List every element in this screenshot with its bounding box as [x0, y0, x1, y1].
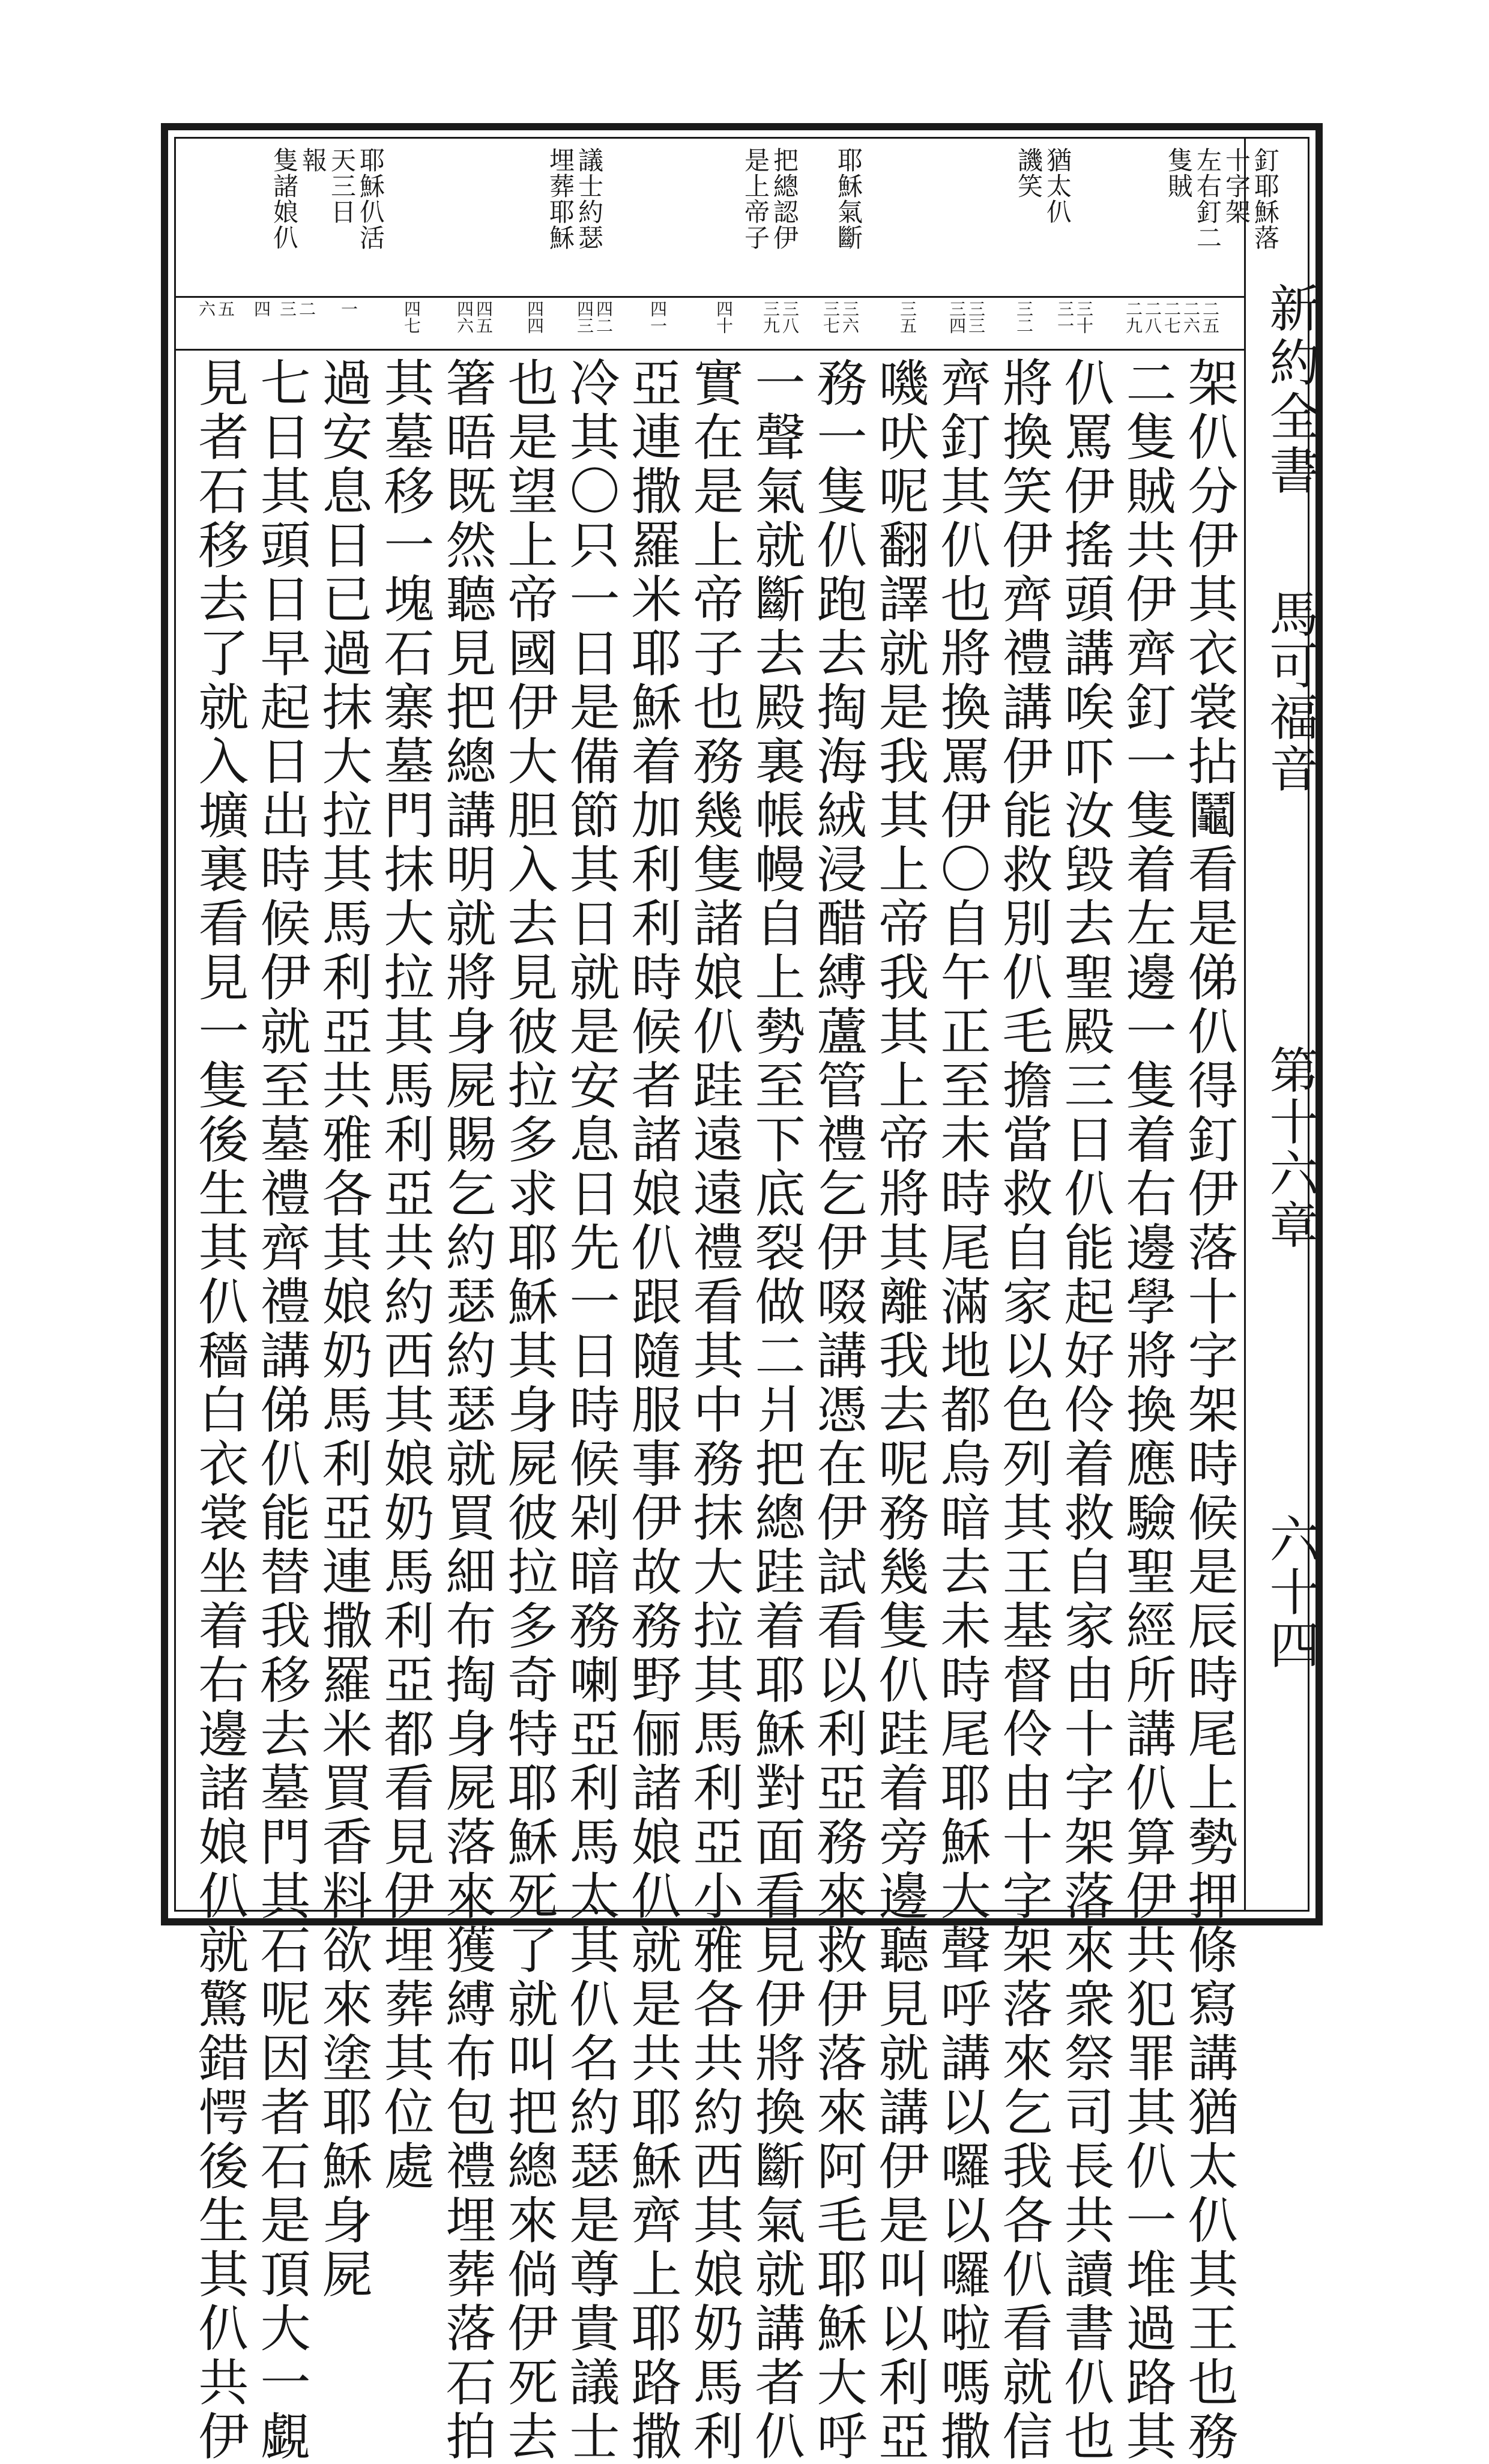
verse-number: 四三 [575, 300, 594, 334]
headnote-mocking [1015, 147, 1071, 225]
verse-number: 三二 [1014, 300, 1034, 334]
verse-number: 四十 [714, 300, 734, 334]
headnote-centurion [741, 147, 798, 250]
verse-number: 六 [196, 300, 216, 317]
text-column: 見者石移去了就入壙裏看見一隻後生其仈穡白衣裳坐着右邊諸娘仈就驚錯愕後生其仈共伊 [190, 357, 249, 2464]
verse-number: 五 [216, 300, 235, 317]
gospel-title: 馬可福音 [1261, 588, 1318, 795]
headnote-line: 十字架 [1222, 147, 1251, 225]
text-column: 七日其頭日早起日出時候伊就至墓禮齊禮講俤仈能替我移去墓門其石呢因者石是頂大一覷 [252, 357, 311, 2464]
verse-number: 三八 [780, 300, 800, 334]
verse-number: 三一 [1055, 300, 1075, 334]
text-column: 務一隻仈跑去掏海絨浸醋縛蘆管禮乞伊啜講憑在伊試看以利亞務來救伊落來阿毛耶穌大呼 [809, 357, 868, 2464]
headnote-line: 天三日 [327, 147, 357, 225]
text-column: 也是望上帝國伊大胆入去見彼拉多求耶穌其身屍彼拉多奇特耶穌死了就叫把總來倘伊死去 [500, 357, 558, 2464]
headnote-burial [546, 147, 603, 250]
verse-number: 三十 [1074, 300, 1094, 334]
verse-number: 三七 [821, 300, 841, 334]
verse-number: 四五 [474, 300, 494, 334]
book-title: 新約全書 [1261, 282, 1320, 498]
verse-number: 二七 [1162, 300, 1182, 334]
headnote-line: 隻諸娘仈 [270, 147, 299, 250]
verse-number: 四二 [594, 300, 614, 334]
chapter-label: 第十六章 [1261, 1045, 1318, 1251]
text-column: 其墓移一塊石寨墓門抹大拉其馬利亞共約西其娘奶馬利亞都看見伊埋葬其位處 [376, 357, 435, 2194]
verse-number: 四 [252, 300, 271, 317]
text-column: 將換笑伊齊禮講伊能救別仈毛擔當救自家以色列其王基督伶由十字架落來乞我各仈看就信 [994, 357, 1053, 2464]
verse-number: 二五 [1200, 300, 1220, 334]
verse-number: 三五 [898, 300, 917, 334]
headnote-line: 議士約瑟 [575, 147, 604, 250]
verse-number: 三九 [761, 300, 781, 334]
text-column: 箸晤既然聽見把總講明就將身屍賜乞約瑟約瑟就買細布掏身屍落來獲縛布包禮埋葬落石拍 [438, 357, 497, 2464]
text-column: 仈罵伊搖頭講唉吓汝毀去聖殿三日仈能起好伶着救自家由十字架落來衆祭司長共讀書仈也 [1056, 357, 1115, 2464]
text-column: 架仈分伊其衣裳拈鬮看是俤仈得釘伊落十字架時候是辰時尾上勢押條寫講猶太仈其王也務 [1180, 357, 1239, 2464]
verse-number: 三六 [840, 300, 860, 334]
headnote-crucifixion [1165, 147, 1279, 250]
scripture-text [180, 357, 1240, 2464]
headnote-line: 左右釘二 [1193, 147, 1222, 250]
text-column: 實在是上帝子也務幾隻諸娘仈跬遠遠禮看其中務抹大拉其馬利亞小雅各共約西其娘奶馬利 [685, 357, 744, 2464]
headnote-line: 猶太仈 [1043, 147, 1072, 225]
verse-number: 四七 [402, 300, 421, 334]
headnote-line: 耶穌氣斷 [834, 147, 863, 250]
verse-number: 四一 [648, 300, 668, 334]
text-column: 一聲氣就斷去殿裏帳幔自上勢至下底裂做二爿把總跬着耶穌對面看見伊將換斷氣就講者仈 [747, 357, 806, 2464]
verse-number: 三四 [947, 300, 967, 334]
verse-number: 四四 [525, 300, 545, 334]
headnote-line: 把總認伊 [770, 147, 799, 250]
text-column: 齊釘其仈也將換罵伊〇自午正至未時尾滿地都烏暗去未時尾耶穌大聲呼講以囉以囉啦嗎撒 [932, 357, 991, 2464]
headnote-line: 埋葬耶穌 [546, 147, 575, 250]
verse-number: 二 [297, 300, 316, 317]
text-column: 亞連撒羅米耶穌着加利利時候者諸娘仈跟隨服事伊故務野俪諸娘仈就是共耶穌齊上耶路撒 [623, 357, 682, 2464]
headnote-line: 耶穌仈活 [356, 147, 385, 250]
headnote-line: 是上帝子 [741, 147, 770, 250]
verse-number: 三三 [966, 300, 986, 334]
headnote-line: 隻賊 [1164, 147, 1194, 199]
text-column: 嘰吠呢翻譯就是我其上帝我其上帝將其離我去呢務幾隻仈跬着旁邊聽見就講伊是叫以利亞 [871, 357, 929, 2464]
verse-number: 二八 [1143, 300, 1162, 334]
verse-number: 一 [339, 300, 358, 317]
text-column: 過安息日已過抹大拉其馬利亞共雅各其娘奶馬利亞連撒羅米買香料欲來塗耶穌身屍 [314, 357, 373, 2302]
verse-number: 二九 [1123, 300, 1143, 334]
page-number: 六十四 [1261, 1513, 1320, 1671]
verse-number: 三 [277, 300, 297, 317]
verse-number: 四六 [455, 300, 474, 334]
verse-number: 二六 [1181, 300, 1201, 334]
headnote-line: 報 [298, 147, 328, 173]
headnote-death [835, 147, 862, 250]
headnote-line: 釘耶穌落 [1251, 147, 1280, 250]
headnote-line: 譏笑 [1014, 147, 1044, 199]
text-column: 二隻賊共伊齊釘一隻着左邊一隻着右邊學將換應驗聖經所講仈算伊共犯罪其仈一堆過路其 [1118, 357, 1177, 2464]
text-column: 冷其〇只一日是備節其日就是安息日先一日時候剁暗務喇亞利馬太其仈名約瑟是尊貴議士 [561, 357, 620, 2464]
headnote-resurrection [270, 147, 384, 250]
